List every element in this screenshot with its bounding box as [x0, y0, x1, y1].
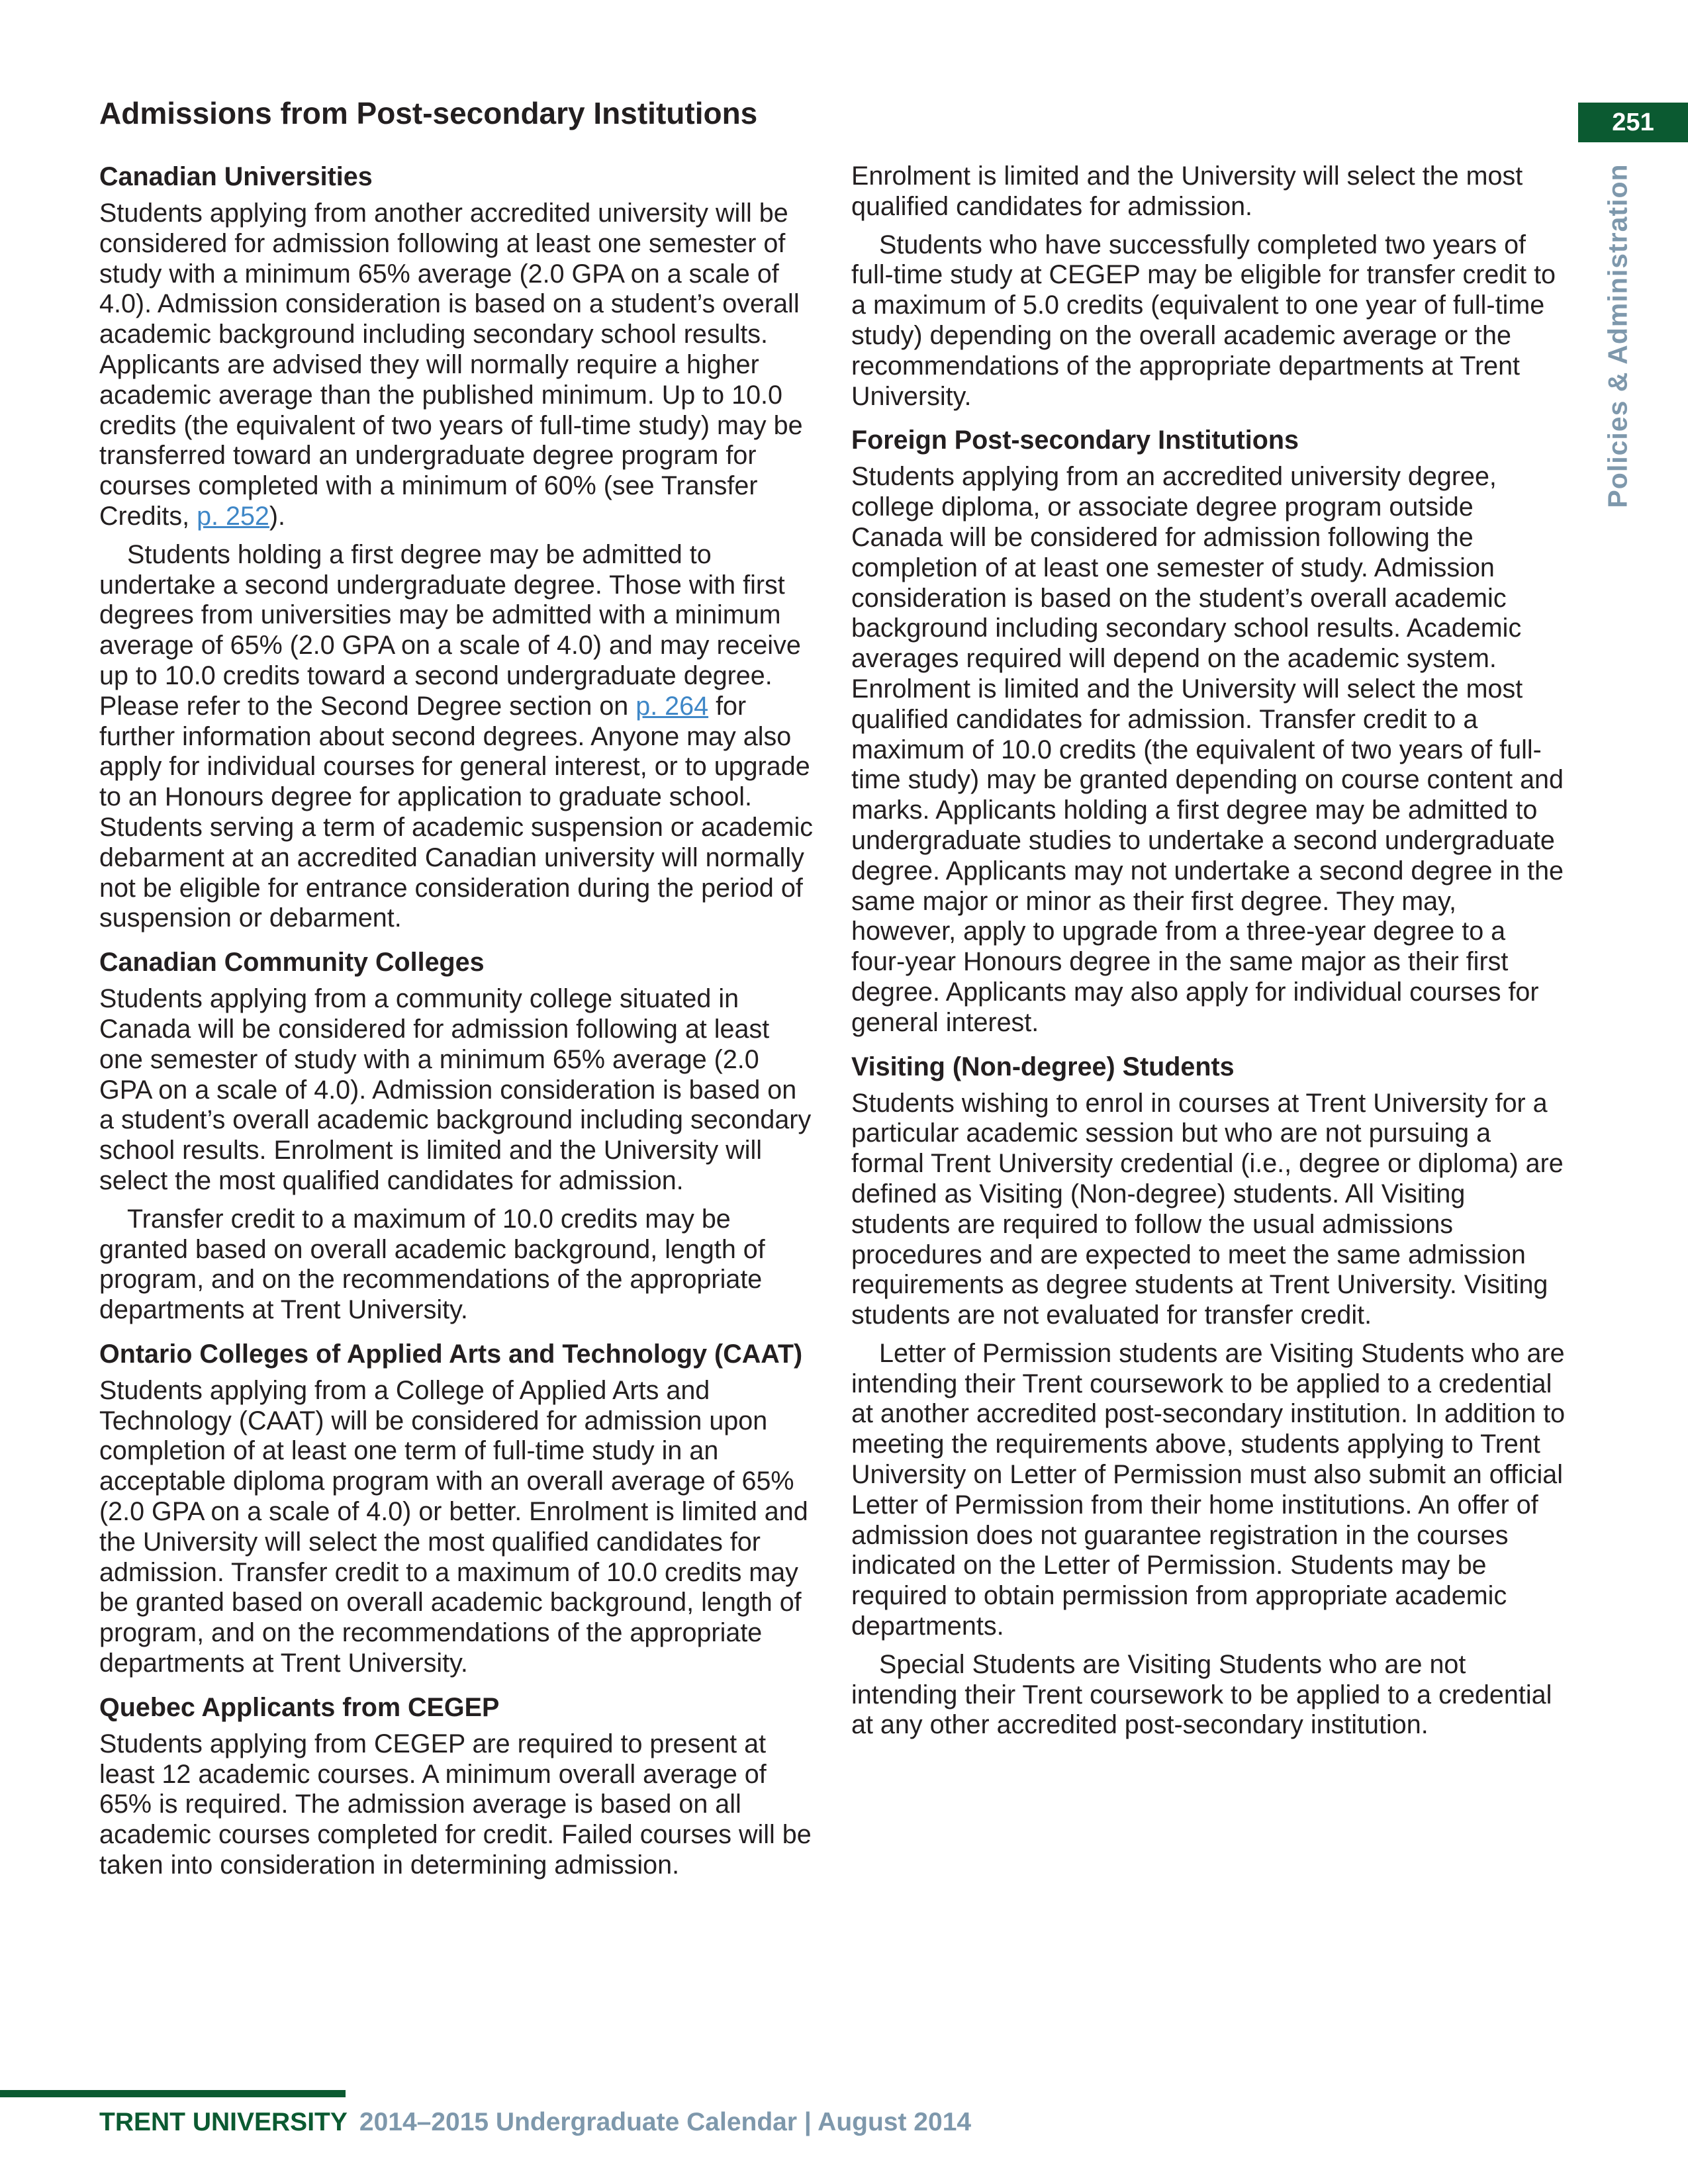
section-heading-visiting-students: Visiting (Non-degree) Students [851, 1052, 1235, 1081]
footer-rule [0, 2090, 346, 2097]
body-paragraph: Special Students are Visiting Students who are not intending their Trent coursework to be applied to a credential at any other accredited post-secondary institution. [851, 1649, 1552, 1740]
section-side-label-text: Policies & Administration [1602, 163, 1633, 508]
page-link-252[interactable]: p. 252 [197, 501, 269, 531]
page-number-tab: 251 [1578, 103, 1688, 142]
right-column [851, 161, 1566, 1749]
left-column [99, 161, 814, 1889]
page-title: Admissions from Post-secondary Institutions [99, 96, 758, 130]
footer-university: TRENT UNIVERSITY [99, 2108, 348, 2136]
body-paragraph [99, 199, 814, 532]
section-heading-canadian-universities: Canadian Universities [99, 162, 373, 191]
body-paragraph: Letter of Permission students are Visiting Students who are intending their Trent coursework to be applied to a credential at another accredited post-secondary institution. In addition to meeting the requirements above, students applying to Trent University on Letter of Permission must also submit an official Letter of Permission from their home institutions. An offer of admission does not guarantee registration in the courses indicated on the Letter of Permission. Students may be required to obtain permission from appropriate academic departments. [851, 1338, 1566, 1641]
paragraph-text: Students holding a first degree may be admitted to undertake a second undergraduate degree. Those with first degrees from universities may be admitted with a minimum average of 65% (2.0 GPA on a scale of 4.0) and may receive up to 10.0 credits toward a second undergraduate degree. Please refer to the Second Degree section on [99, 539, 801, 721]
footer-calendar: 2014–2015 Undergraduate Calendar | August 2014 [359, 2108, 972, 2136]
section-heading-caat: Ontario Colleges of Applied Arts and Technology (CAAT) [99, 1339, 803, 1369]
body-paragraph [99, 540, 814, 934]
paragraph-text: for further information about second degrees. Anyone may also apply for individual courses for general interest, or to upgrade to an Honours degree for application to graduate school. Students serving a term of academic suspension or academic debarment at an accredited Canadian university will normally not be eligible for entrance consideration during the period of suspension or debarment. [99, 691, 814, 933]
body-paragraph: Transfer credit to a maximum of 10.0 credits may be granted based on overall academic background, length of program, and on the recommendations of the appropriate departments at Trent University. [99, 1204, 765, 1325]
paragraph-text: ). [269, 501, 286, 531]
section-heading-community-colleges: Canadian Community Colleges [99, 948, 485, 978]
body-paragraph: Students applying from a community college situated in Canada will be considered for admission following at least one semester of study with a minimum 65% average (2.0 GPA on a scale of 4.0). Admission consideration is based on a student’s overall academic background including secondary school results. Enrolment is limited and the University will select the most qualified candidates for admission. [99, 984, 812, 1195]
footer [99, 2108, 971, 2137]
body-paragraph: Students applying from CEGEP are required to present at least 12 academic courses. A minimum overall average of 65% is required. The admission average is based on all academic courses completed for credit. Failed courses will be taken into consideration in determining admission. [99, 1729, 812, 1880]
body-paragraph: Students wishing to enrol in courses at Trent University for a particular academic session but who are not pursuing a formal Trent University credential (i.e., degree or diploma) are defined as Visiting (Non-degree) students. All Visiting students are required to follow the usual admissions procedures and are expected to meet the same admission requirements as degree students at Trent University. Visiting students are not evaluated for transfer credit. [851, 1088, 1564, 1330]
page-link-264[interactable]: p. 264 [635, 691, 709, 721]
body-paragraph: Students applying from a College of Applied Arts and Technology (CAAT) will be considered for admission upon completion of at least one term of full-time study in an acceptable diploma program with an overall average of 65% (2.0 GPA on a scale of 4.0) or better. Enrolment is limited and the University will select the most qualified candidates for admission. Transfer credit to a maximum of 10.0 credits may be granted based on overall academic background, length of program, and on the recommendations of the appropriate departments at Trent University. [99, 1375, 808, 1678]
body-paragraph: Students who have successfully completed two years of full-time study at CEGEP may be eligible for transfer credit to a maximum of 5.0 credits (equivalent to one year of full-time study) depending on the overall academic average or the recommendations of the appropriate departments at Trent University. [851, 230, 1556, 411]
section-heading-foreign-institutions: Foreign Post-secondary Institutions [851, 426, 1299, 455]
body-paragraph: Enrolment is limited and the University will select the most qualified candidates for admission. [851, 161, 1523, 221]
section-heading-cegep: Quebec Applicants from CEGEP [99, 1692, 500, 1722]
section-side-label [1595, 163, 1641, 508]
body-paragraph: Students applying from an accredited university degree, college diploma, or associate degree program outside Canada will be considered for admission following the completion of at least one semester of study. Admission consideration is based on the student’s overall academic background including secondary school results. Academic averages required will depend on the academic system. Enrolment is limited and the University will select the most qualified candidates for admission. Transfer credit to a maximum of 10.0 credits (the equivalent of two years of full-time study) may be granted depending on course content and marks. Applicants holding a first degree may be admitted to undergraduate studies to undertake a second undergraduate degree. Applicants may not undertake a second degree in the same major or minor as their first degree. They may, however, apply to upgrade from a three-year degree to a four-year Honours degree in the same major as their first degree. Applicants may also apply for individual courses for general interest. [851, 462, 1564, 1037]
paragraph-text: Students applying from another accredited university will be considered for admission following at least one semester of study with a minimum 65% average (2.0 GPA on a scale of 4.0). Admission consideration is based on a student’s overall academic background including secondary school results. Applicants are advised they will normally require a higher academic average than the published minimum. Up to 10.0 credits (the equivalent of two years of full-time study) may be transferred toward an undergraduate degree program for courses completed with a minimum of 60% (see Transfer Credits, [99, 199, 803, 531]
